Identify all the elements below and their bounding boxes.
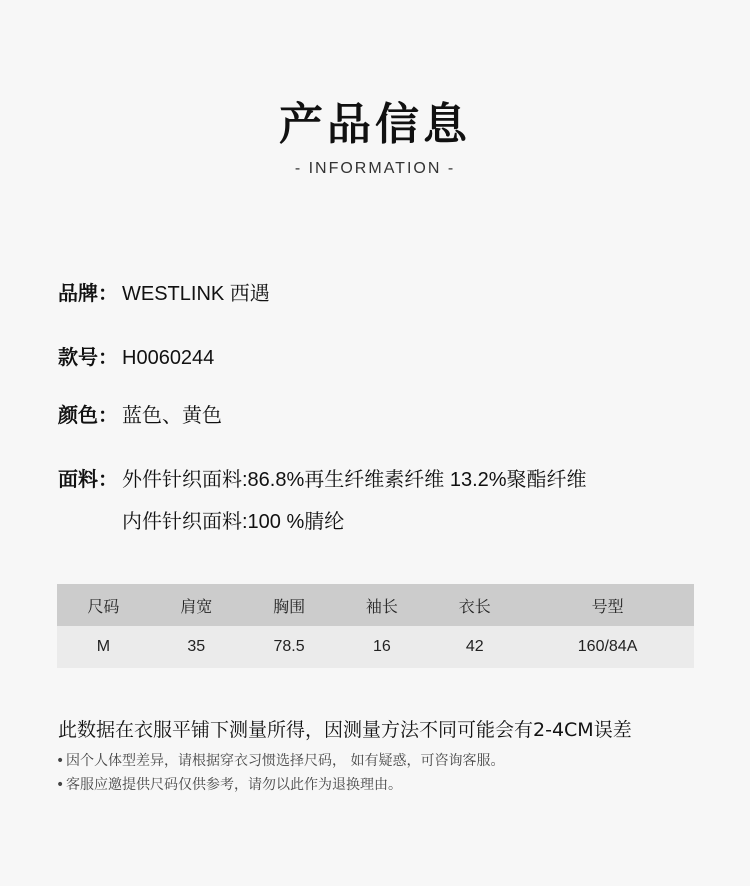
cell-size: M [57, 626, 150, 668]
bullet-icon: • [56, 777, 65, 793]
cell-chest: 78.5 [243, 626, 336, 668]
table-row [57, 626, 694, 668]
cell-shoulder: 35 [150, 626, 243, 668]
fabric-value-inner: 内件针织面料:100 %腈纶 [122, 511, 345, 533]
note-text-2: 客服应邀提供尺码仅供参考，请勿以此作为退换理由。 [66, 777, 402, 793]
cell-length: 42 [428, 626, 521, 668]
note-item [56, 750, 504, 770]
color-row [58, 401, 222, 430]
header-length: 衣长 [428, 584, 521, 626]
fabric-row-inner [122, 507, 344, 536]
bullet-icon: • [56, 753, 65, 769]
header-chest: 胸围 [243, 584, 336, 626]
size-table-header-row [57, 584, 694, 626]
fabric-row [58, 465, 587, 494]
note-text-1: 因个人体型差异，请根据穿衣习惯选择尺码， 如有疑惑，可咨询客服。 [66, 753, 505, 769]
style-number-row [58, 343, 214, 372]
brand-row [58, 279, 270, 308]
page-subtitle: - INFORMATION - [294, 160, 456, 177]
measurement-note: 此数据在衣服平铺下测量所得，因测量方法不同可能会有2-4CM误差 [58, 719, 632, 741]
header-fit: 号型 [521, 584, 694, 626]
note-item [56, 774, 402, 794]
size-table [57, 584, 694, 668]
color-value: 蓝色、黄色 [122, 405, 222, 427]
page-title: 产品信息 [279, 99, 471, 150]
brand-label: 品牌： [58, 281, 118, 305]
brand-value: WESTLINK 西遇 [122, 283, 270, 305]
color-label: 颜色： [58, 403, 118, 427]
header-shoulder: 肩宽 [150, 584, 243, 626]
style-number-value: H0060244 [122, 347, 215, 369]
cell-fit: 160/84A [521, 626, 694, 668]
cell-sleeve: 16 [335, 626, 428, 668]
style-number-label: 款号： [58, 345, 118, 369]
fabric-value-outer: 外件针织面料:86.8%再生纤维素纤维 13.2%聚酯纤维 [122, 469, 587, 491]
fabric-label: 面料： [58, 467, 118, 491]
header-sleeve: 袖长 [335, 584, 428, 626]
header-size: 尺码 [57, 584, 150, 626]
